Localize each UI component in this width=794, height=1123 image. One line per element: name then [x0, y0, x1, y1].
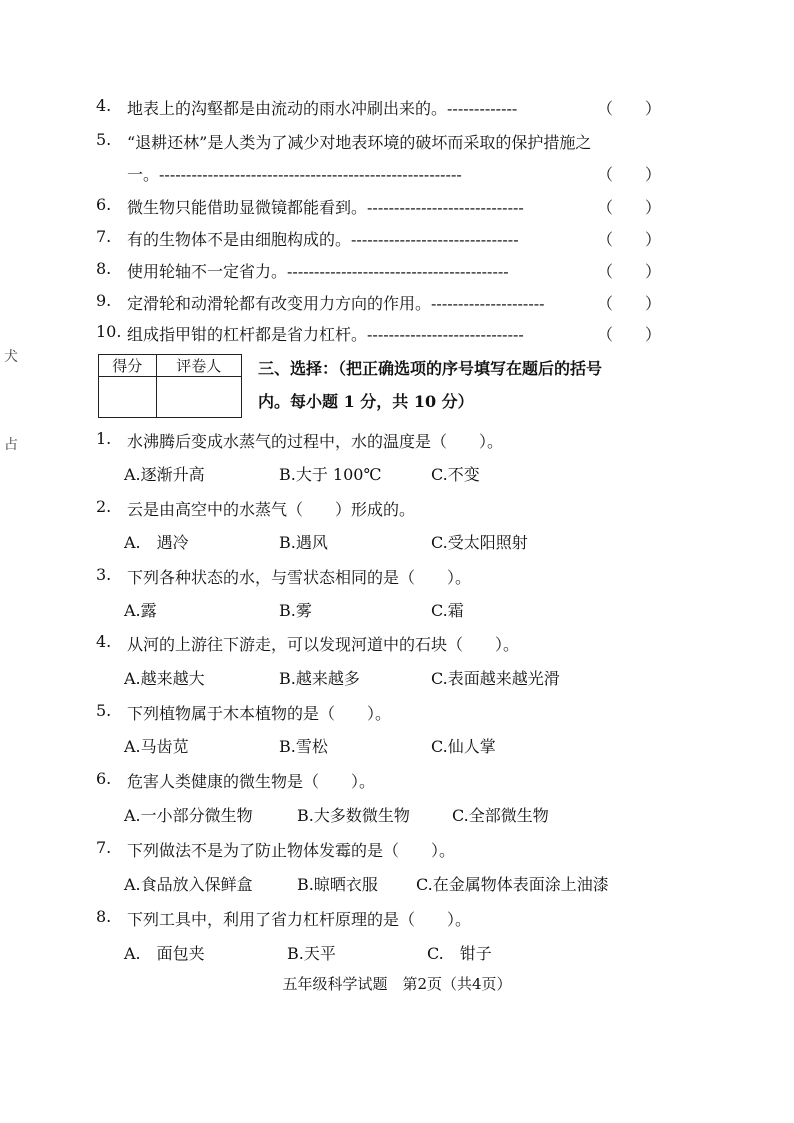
question-number: 5.	[96, 701, 112, 720]
margin-mark: 犬	[4, 349, 18, 365]
answer-paren: （ ）	[597, 262, 662, 281]
item-number: 7.	[96, 227, 112, 246]
option-b: B.越来越多	[279, 669, 360, 688]
item-text: “退耕还林”是人类为了减少对地表环境的破坏而采取的保护措施之	[127, 133, 592, 152]
item-number: 8.	[96, 259, 112, 278]
question-text: 危害人类健康的微生物是（ ）。	[127, 772, 376, 791]
score-table	[98, 354, 242, 418]
grader-cell[interactable]	[156, 377, 241, 418]
question-text: 下列植物属于木本植物的是（ ）。	[127, 704, 392, 723]
option-c: C.仙人掌	[431, 737, 496, 756]
item-number: 4.	[96, 96, 112, 115]
question-number: 8.	[96, 907, 112, 926]
option-b: B.雾	[279, 601, 312, 620]
grader-header: 评卷人	[156, 355, 241, 377]
item-number: 6.	[96, 195, 112, 214]
option-a: A.食品放入保鲜盒	[124, 875, 253, 894]
option-c: C.霜	[431, 601, 464, 620]
item-text: 微生物只能借助显微镜都能看到。-----------------------------	[127, 198, 524, 217]
item-number: 10.	[96, 322, 122, 341]
question-number: 4.	[96, 632, 112, 651]
item-text-continued: 一。--------------------------------------------------------	[127, 165, 462, 184]
option-b: B.晾晒衣服	[297, 875, 378, 894]
option-b: B.大多数微生物	[297, 806, 410, 825]
question-number: 7.	[96, 838, 112, 857]
question-number: 2.	[96, 497, 112, 516]
question-text: 水沸腾后变成水蒸气的过程中，水的温度是（ ）。	[127, 432, 504, 451]
option-a: A.逐渐升高	[124, 465, 205, 484]
margin-mark: 占	[4, 437, 18, 453]
option-c: C. 钳子	[427, 944, 492, 963]
item-text: 使用轮轴不一定省力。-----------------------------------------	[127, 262, 509, 281]
option-c: C.全部微生物	[452, 806, 549, 825]
score-header: 得分	[99, 355, 157, 377]
question-text: 下列各种状态的水，与雪状态相同的是（ ）。	[127, 568, 472, 587]
item-text: 定滑轮和动滑轮都有改变用力方向的作用。---------------------	[127, 294, 545, 313]
option-c: C.表面越来越光滑	[431, 669, 560, 688]
score-cell[interactable]	[99, 377, 157, 418]
page-footer: 五年级科学试题 第2页（共4页）	[282, 975, 512, 993]
item-text: 组成指甲钳的杠杆都是省力杠杆。-----------------------------	[127, 325, 524, 344]
section-title: 三、选择：（把正确选项的序号填写在题后的括号	[258, 359, 603, 378]
option-b: B.遇风	[279, 533, 328, 552]
option-a: A.露	[124, 601, 157, 620]
item-number: 5.	[96, 130, 112, 149]
option-c: C.不变	[431, 465, 480, 484]
item-text: 有的生物体不是由细胞构成的。-------------------------------	[127, 230, 519, 249]
section-title-continued: 内。每小题 1 分，共 10 分）	[258, 392, 474, 411]
item-number: 9.	[96, 291, 112, 310]
question-text: 下列工具中，利用了省力杠杆原理的是（ ）。	[127, 910, 472, 929]
option-b: B.雪松	[279, 737, 328, 756]
question-text: 云是由高空中的水蒸气（ ）形成的。	[127, 500, 416, 519]
answer-paren: （ ）	[597, 165, 662, 184]
option-a: A. 遇冷	[124, 533, 189, 552]
question-text: 从河的上游往下游走，可以发现河道中的石块（ ）。	[127, 635, 520, 654]
option-a: A.马齿苋	[124, 737, 189, 756]
answer-paren: （ ）	[597, 198, 662, 217]
answer-paren: （ ）	[597, 294, 662, 313]
option-b: B.大于 100℃	[279, 465, 382, 484]
question-number: 6.	[96, 769, 112, 788]
answer-paren: （ ）	[597, 325, 662, 344]
option-a: A.一小部分微生物	[124, 806, 253, 825]
option-b: B.天平	[287, 944, 336, 963]
item-text: 地表上的沟壑都是由流动的雨水冲刷出来的。-------------	[127, 99, 518, 118]
option-a: A.越来越大	[124, 669, 205, 688]
question-number: 1.	[96, 429, 112, 448]
answer-paren: （ ）	[597, 230, 662, 249]
option-c: C.受太阳照射	[431, 533, 528, 552]
answer-paren: （ ）	[597, 99, 662, 118]
question-number: 3.	[96, 565, 112, 584]
option-a: A. 面包夹	[124, 944, 205, 963]
question-text: 下列做法不是为了防止物体发霉的是（ ）。	[127, 841, 456, 860]
option-c: C.在金属物体表面涂上油漆	[416, 875, 609, 894]
